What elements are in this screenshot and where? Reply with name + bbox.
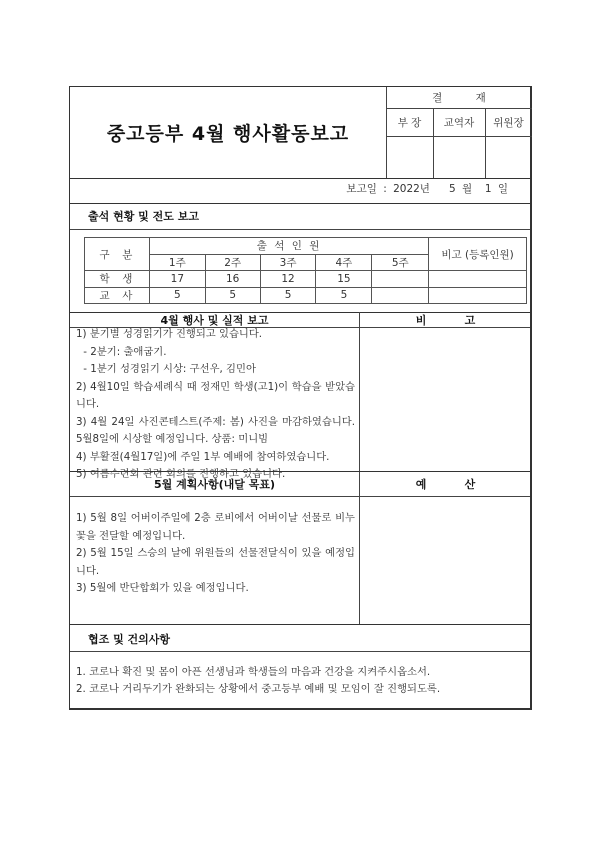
april-report-body	[76, 326, 355, 484]
table-row-students	[85, 271, 527, 288]
april-item: 1) 분기별 성경읽기가 진행되고 있습니다.	[76, 328, 263, 340]
suggestion-item: 1. 코로나 확진 및 몸이 아픈 선생님과 학생들의 마음과 건강을 지켜주시옵소서.	[76, 666, 431, 678]
cell-value: 17	[149, 271, 205, 288]
row-label: 교 사	[85, 287, 150, 304]
approval-role-pastor: 교역자	[443, 116, 475, 129]
divider	[70, 203, 530, 204]
cell-value: 5	[205, 287, 260, 304]
april-report-header: 4월 행사 및 실적 보고	[160, 313, 269, 327]
cell-value: 5	[260, 287, 316, 304]
cell-value: 15	[316, 271, 372, 288]
april-item: 5) 여름수련회 관련 회의를 진행하고 있습니다.	[76, 468, 286, 480]
may-item: 3) 5월에 반단합회가 있을 예정입니다.	[76, 582, 249, 594]
report-date-label: 보고일 :	[346, 183, 387, 195]
attendance-table	[84, 237, 527, 304]
may-plan-body	[76, 510, 355, 598]
may-plan-header: 5월 계획사항(내달 목표)	[153, 477, 275, 491]
signature-box-pastor[interactable]	[434, 137, 485, 178]
cell-note	[429, 287, 527, 304]
document-title: 중고등부 4월 행사활동보고	[106, 123, 350, 145]
suggestion-item: 2. 코로나 거리두기가 완화되는 상황에서 중고등부 예배 및 모임이 잘 진행되도록.	[76, 683, 441, 695]
april-item: 4) 부활절(4월17일)에 주일 1부 예배에 참여하였습니다.	[76, 450, 330, 463]
divider	[70, 651, 530, 652]
header-week-5: 5주	[372, 254, 429, 271]
suggestions-body	[76, 664, 526, 698]
may-budget-header: 예 산	[415, 477, 476, 491]
header-note: 비고 (등록인원)	[429, 238, 527, 271]
april-remarks-header: 비 고	[415, 313, 476, 327]
april-item: - 1분기 성경읽기 시상: 구선우, 김민아	[80, 363, 256, 375]
header-attendance: 출 석 인 원	[149, 238, 428, 255]
cell-value: 12	[260, 271, 316, 288]
approval-role-head: 부 장	[397, 116, 422, 129]
header-week-4: 4주	[316, 254, 372, 271]
cell-value: 5	[149, 287, 205, 304]
cell-note	[429, 271, 527, 288]
may-item: 2) 5월 15일 스승의 날에 위원들의 선물전달식이 있을 예정입니다.	[76, 547, 355, 577]
report-document	[69, 86, 532, 710]
april-item: 3) 4월 24일 사진콘테스트(주제: 봄) 사진을 마감하였습니다. 5월8일에 시상할 예정입니다. 상품: 미니빔	[76, 415, 355, 445]
report-date-day: 1 일	[484, 183, 508, 195]
signature-box-chair[interactable]	[486, 137, 532, 178]
approval-role-chair: 위원장	[493, 116, 524, 129]
approval-header: 결 재	[432, 92, 486, 104]
divider	[70, 229, 530, 230]
table-row-teachers	[85, 287, 527, 304]
attendance-section-title: 출석 현황 및 전도 보고	[88, 210, 199, 223]
report-date-month: 5 월	[448, 183, 473, 195]
row-label: 학 생	[85, 271, 150, 288]
divider	[70, 178, 530, 179]
april-item: 2) 4월10일 학습세례식 때 정재민 학생(고1)이 학습을 받았습니다.	[76, 380, 355, 410]
divider	[70, 624, 530, 625]
may-budget-area[interactable]	[360, 497, 532, 624]
april-remarks-area[interactable]	[360, 328, 532, 471]
report-date	[346, 181, 508, 196]
cell-value: 16	[205, 271, 260, 288]
cell-value	[372, 287, 429, 304]
header-week-1: 1주	[149, 254, 205, 271]
cell-value: 5	[316, 287, 372, 304]
header-week-3: 3주	[260, 254, 316, 271]
header-category: 구 분	[85, 238, 150, 271]
suggestions-section-title: 협조 및 건의사항	[88, 633, 171, 646]
may-item: 1) 5월 8일 어버이주일에 2층 로비에서 어버이날 선물로 비누꽃을 전달할 예정입니다.	[76, 512, 355, 542]
signature-box-head[interactable]	[387, 137, 433, 178]
april-item: - 2분기: 출애굽기.	[80, 345, 167, 358]
header-week-2: 2주	[205, 254, 260, 271]
report-date-year: 2022년	[393, 183, 430, 195]
cell-value	[372, 271, 429, 288]
